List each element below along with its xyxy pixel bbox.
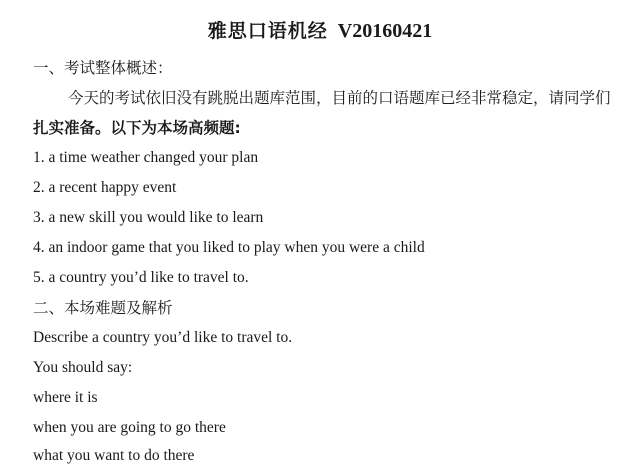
intro-line-2: 扎实准备。以下为本场高频题: <box>33 119 241 137</box>
cue-card-line: what you want to do there <box>33 447 195 464</box>
intro-line-1: 今天的考试依旧没有跳脱出题库范围，目前的口语题库已经非常稳定，请同学们 <box>68 89 611 107</box>
topic-item: 1. a time weather changed your plan <box>33 149 259 166</box>
topic-item: 5. a country you’d like to travel to. <box>33 269 249 286</box>
topic-item: 2. a recent happy event <box>33 179 177 196</box>
cue-card-line: Describe a country you’d like to travel to. <box>33 329 293 346</box>
cue-card-line: You should say: <box>33 359 133 376</box>
title-text: 雅思口语机经 <box>207 20 328 42</box>
cue-card-line: where it is <box>33 389 98 406</box>
topic-item: 4. an indoor game that you liked to play when you were a child <box>33 239 425 256</box>
version-text: V20160421 <box>337 20 433 42</box>
section-2-heading: 二、本场难题及解析 <box>33 299 173 317</box>
section-1-heading: 一、考试整体概述： <box>33 59 173 77</box>
cue-card-line: when you are going to go there <box>33 419 226 436</box>
document-title <box>0 16 640 43</box>
topic-item: 3. a new skill you would like to learn <box>33 209 264 226</box>
